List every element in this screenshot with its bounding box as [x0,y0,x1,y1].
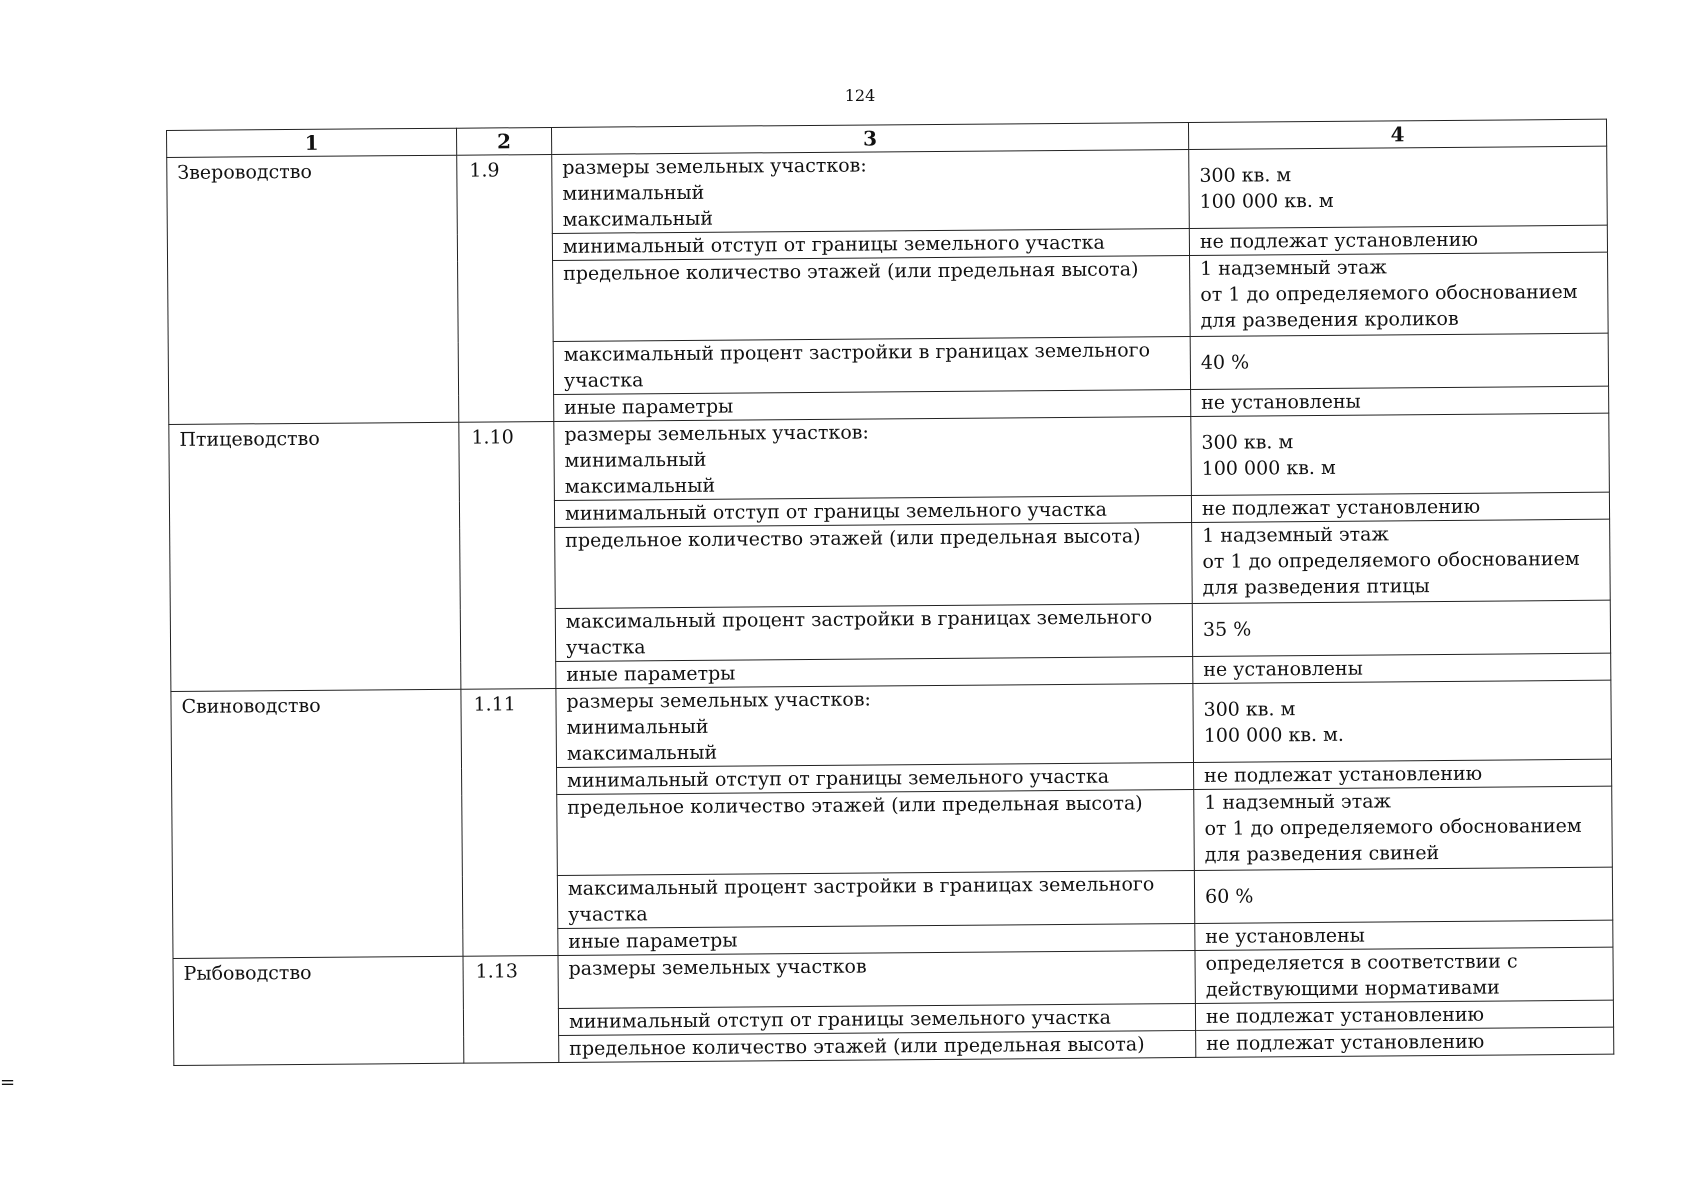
value-text: определяется в соответствии с [1205,950,1518,975]
parameter-cell [558,1003,1195,1035]
activity-name: Звероводство [167,155,459,424]
parameter-text: иные параметры [566,662,736,686]
activity-code: 1.9 [457,154,554,422]
table-row [171,680,1612,770]
activity-code: 1.10 [459,421,556,689]
header-col-3: 3 [551,122,1188,154]
value-text: не установлены [1203,657,1363,681]
parameter-text: максимальный процент застройки в границах земельного участка [567,873,1155,926]
parameter-cell [554,495,1191,527]
value-cell [1192,519,1611,603]
parameter-text: предельное количество этажей (или предельная высота) [569,1033,1145,1060]
parameter-text: минимальный отступ от границы земельного участка [564,498,1108,525]
header-col-2: 2 [456,127,551,155]
activity-name: Свиноводство [171,689,463,958]
parameter-cell [559,1030,1196,1062]
value-text: от 1 до определяемого обоснованием [1204,814,1582,840]
parameter-text: максимальный [566,741,718,765]
parameter-text: иные параметры [564,395,734,419]
parameter-text: максимальный процент застройки в границах земельного участка [563,339,1151,392]
parameter-cell [557,870,1194,928]
parameter-text: минимальный отступ от границы земельного участка [568,1006,1112,1033]
margin-mark: = [0,1072,16,1093]
table-row [167,146,1608,236]
parameter-text: максимальный [562,207,714,231]
regulations-table [166,119,1614,1066]
value-text: от 1 до определяемого обоснованием [1200,280,1578,306]
value-cell [1192,600,1610,656]
parameter-text: минимальный [564,448,707,472]
value-text: для разведения свиней [1204,842,1440,866]
parameter-text: минимальный отступ от границы земельного участка [567,765,1110,792]
value-text: не подлежат установлению [1205,1003,1485,1028]
value-text: 1 надземный этаж [1204,790,1392,814]
value-cell [1195,947,1613,1003]
table-body [167,146,1614,1065]
value-text: не подлежат установлению [1199,228,1479,253]
value-cell [1195,920,1613,950]
value-cell [1196,1027,1614,1057]
parameter-cell [557,789,1195,875]
value-text: 300 кв. м [1201,431,1294,454]
value-text: не подлежат установлению [1206,1030,1485,1055]
parameter-text: размеры земельных участков: [564,421,869,446]
value-text: не установлены [1201,390,1361,414]
parameter-cell [553,336,1190,394]
value-text: 100 000 кв. м [1199,189,1334,213]
value-text: для разведения птицы [1202,575,1430,599]
parameter-cell [552,228,1189,260]
value-text: действующими нормативами [1205,976,1500,1001]
value-text: для разведения кроликов [1200,307,1459,332]
parameter-cell [556,683,1194,767]
value-text: 1 надземный этаж [1200,256,1387,280]
value-text: не подлежат установлению [1201,495,1481,520]
value-text: не установлены [1205,924,1365,948]
value-cell [1191,386,1609,416]
parameter-text: минимальный [566,715,709,739]
value-cell [1189,225,1607,255]
parameter-text: иные параметры [568,929,738,953]
activity-name: Рыбоводство [173,956,464,1065]
value-cell [1193,653,1611,683]
parameter-text: предельное количество этажей (или предельная высота) [567,792,1143,819]
parameter-text: размеры земельных участков [568,955,867,980]
regulations-table-container [166,119,1613,1066]
value-text: 35 % [1202,618,1252,641]
value-cell [1195,1000,1613,1030]
parameter-cell [555,603,1192,661]
activity-name: Птицеводство [169,422,461,691]
parameter-text: размеры земельных участков: [562,154,867,179]
parameter-cell [552,149,1190,233]
value-text: 300 кв. м [1203,698,1296,721]
value-cell [1189,146,1608,228]
header-col-4: 4 [1188,119,1606,149]
value-cell [1191,413,1610,495]
value-text: 300 кв. м [1199,164,1292,187]
value-text: 1 надземный этаж [1202,523,1389,547]
value-text: 40 % [1200,351,1250,374]
parameter-cell [554,416,1192,500]
value-text: 60 % [1204,885,1254,908]
parameter-text: максимальный [564,474,716,498]
value-cell [1194,786,1613,870]
value-text: 100 000 кв. м. [1203,723,1344,747]
parameter-text: размеры земельных участков: [566,688,872,713]
value-cell [1190,252,1609,336]
parameter-cell [558,950,1195,1008]
parameter-text: максимальный процент застройки в границах земельного участка [565,606,1153,659]
parameter-text: предельное количество этажей (или предельная высота) [565,525,1141,552]
value-cell [1194,867,1612,923]
parameter-cell [555,522,1193,608]
value-cell [1193,680,1612,762]
value-cell [1193,759,1611,789]
value-cell [1190,333,1608,389]
parameter-text: минимальный отступ от границы земельного участка [562,231,1105,258]
parameter-text: минимальный [562,181,705,205]
parameter-cell [553,255,1191,341]
activity-code: 1.11 [461,688,558,956]
activity-code: 1.13 [463,955,559,1063]
table-row [169,413,1610,503]
value-text: не подлежат установлению [1204,762,1483,787]
value-text: 100 000 кв. м [1201,456,1336,480]
page-number: 124 [844,86,876,105]
parameter-cell [557,762,1194,794]
header-col-1: 1 [167,128,457,157]
parameter-text: предельное количество этажей (или предельная высота) [563,258,1139,285]
value-text: от 1 до определяемого обоснованием [1202,547,1580,573]
value-cell [1191,492,1609,522]
